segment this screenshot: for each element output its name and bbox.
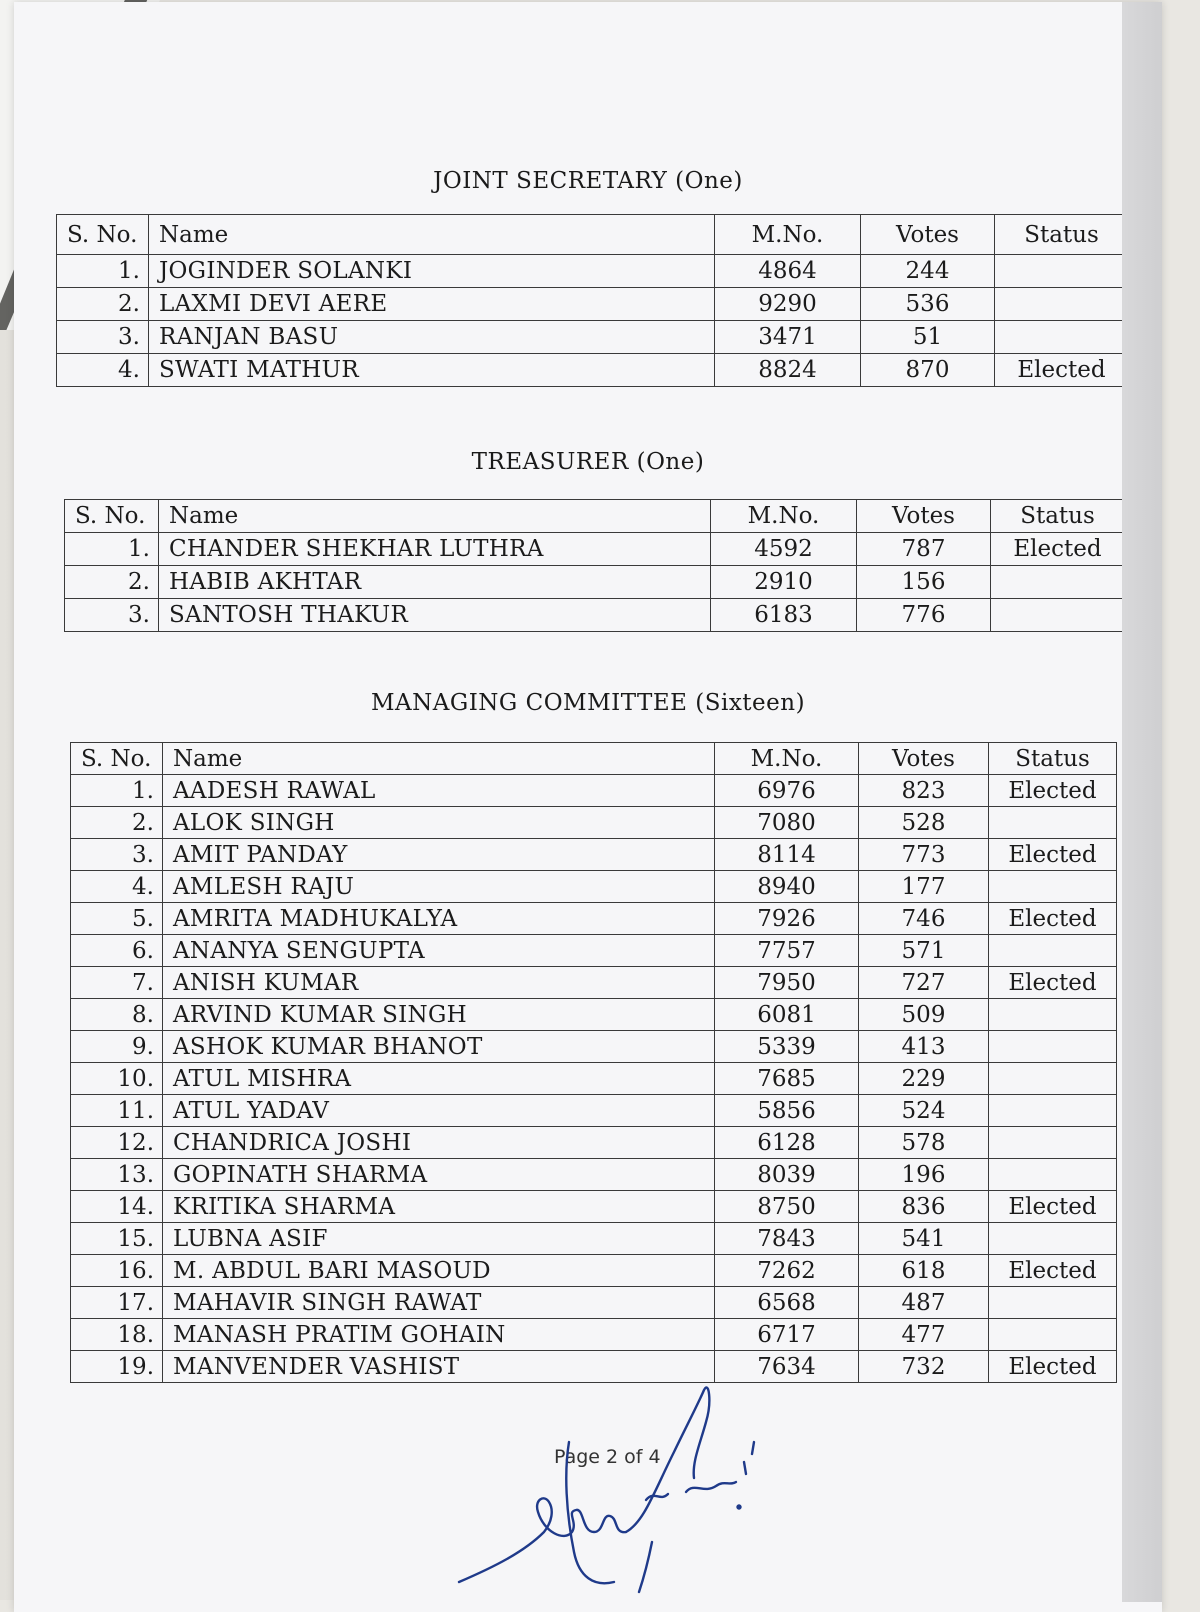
table-row — [71, 1223, 1117, 1255]
row-name: AMIT PANDAY — [163, 839, 715, 871]
treasurer-table — [64, 499, 1125, 632]
row-name: SANTOSH THAKUR — [159, 599, 711, 632]
row-sno: 2. — [71, 807, 163, 839]
row-sno: 3. — [65, 599, 159, 632]
row-votes: 571 — [859, 935, 989, 967]
row-status — [995, 288, 1129, 321]
col-status: Status — [991, 500, 1125, 533]
row-votes: 870 — [861, 354, 995, 387]
row-status — [989, 1319, 1117, 1351]
table-row — [71, 1287, 1117, 1319]
col-sno: S. No. — [65, 500, 159, 533]
row-votes: 413 — [859, 1031, 989, 1063]
row-votes: 536 — [861, 288, 995, 321]
row-status: Elected — [989, 1255, 1117, 1287]
row-status: Elected — [989, 1191, 1117, 1223]
row-votes: 836 — [859, 1191, 989, 1223]
row-mno: 4864 — [715, 255, 861, 288]
row-mno: 7950 — [715, 967, 859, 999]
row-name: ATUL MISHRA — [163, 1063, 715, 1095]
row-status: Elected — [989, 903, 1117, 935]
table-row — [65, 533, 1125, 566]
table-row — [71, 1191, 1117, 1223]
row-name: JOGINDER SOLANKI — [149, 255, 715, 288]
row-name: AMLESH RAJU — [163, 871, 715, 903]
row-votes: 732 — [859, 1351, 989, 1383]
row-status: Elected — [995, 354, 1129, 387]
table-row — [71, 1319, 1117, 1351]
col-mno: M.No. — [715, 215, 861, 255]
col-votes: Votes — [857, 500, 991, 533]
row-mno: 8940 — [715, 871, 859, 903]
row-mno: 7843 — [715, 1223, 859, 1255]
row-votes: 229 — [859, 1063, 989, 1095]
table-row — [57, 354, 1129, 387]
row-sno: 1. — [57, 255, 149, 288]
row-mno: 7926 — [715, 903, 859, 935]
row-mno: 8824 — [715, 354, 861, 387]
row-name: ARVIND KUMAR SINGH — [163, 999, 715, 1031]
table-row — [71, 807, 1117, 839]
row-votes: 823 — [859, 775, 989, 807]
signature-icon — [454, 1382, 774, 1602]
row-mno: 7262 — [715, 1255, 859, 1287]
table-header-row — [57, 215, 1129, 255]
section-title-managing-committee: MANAGING COMMITTEE (Sixteen) — [370, 690, 806, 716]
row-mno: 2910 — [711, 566, 857, 599]
row-status — [991, 566, 1125, 599]
row-name: AMRITA MADHUKALYA — [163, 903, 715, 935]
row-sno: 13. — [71, 1159, 163, 1191]
row-mno: 3471 — [715, 321, 861, 354]
row-mno: 8039 — [715, 1159, 859, 1191]
row-status — [989, 1031, 1117, 1063]
row-mno: 6717 — [715, 1319, 859, 1351]
row-name: CHANDRICA JOSHI — [163, 1127, 715, 1159]
col-mno: M.No. — [715, 743, 859, 775]
row-mno: 8114 — [715, 839, 859, 871]
table-row — [71, 839, 1117, 871]
row-votes: 727 — [859, 967, 989, 999]
row-sno: 19. — [71, 1351, 163, 1383]
row-votes: 51 — [861, 321, 995, 354]
page-edge — [1122, 2, 1162, 1602]
row-name: KRITIKA SHARMA — [163, 1191, 715, 1223]
row-mno: 7080 — [715, 807, 859, 839]
col-sno: S. No. — [57, 215, 149, 255]
table-row — [71, 871, 1117, 903]
row-sno: 1. — [71, 775, 163, 807]
row-sno: 18. — [71, 1319, 163, 1351]
row-name: GOPINATH SHARMA — [163, 1159, 715, 1191]
table-row — [71, 1127, 1117, 1159]
col-name: Name — [163, 743, 715, 775]
table-row — [65, 566, 1125, 599]
row-status: Elected — [989, 839, 1117, 871]
row-votes: 487 — [859, 1287, 989, 1319]
table-row — [71, 1031, 1117, 1063]
row-mno: 6568 — [715, 1287, 859, 1319]
row-sno: 12. — [71, 1127, 163, 1159]
table-row — [71, 967, 1117, 999]
row-votes: 244 — [861, 255, 995, 288]
row-sno: 16. — [71, 1255, 163, 1287]
row-mno: 9290 — [715, 288, 861, 321]
table-row — [65, 599, 1125, 632]
row-name: MANVENDER VASHIST — [163, 1351, 715, 1383]
row-votes: 787 — [857, 533, 991, 566]
row-votes: 578 — [859, 1127, 989, 1159]
row-name: HABIB AKHTAR — [159, 566, 711, 599]
row-status — [995, 321, 1129, 354]
table-row — [71, 1255, 1117, 1287]
col-mno: M.No. — [711, 500, 857, 533]
col-sno: S. No. — [71, 743, 163, 775]
col-name: Name — [149, 215, 715, 255]
row-mno: 5856 — [715, 1095, 859, 1127]
row-name: MANASH PRATIM GOHAIN — [163, 1319, 715, 1351]
row-sno: 3. — [71, 839, 163, 871]
row-mno: 8750 — [715, 1191, 859, 1223]
row-votes: 509 — [859, 999, 989, 1031]
row-name: ASHOK KUMAR BHANOT — [163, 1031, 715, 1063]
row-sno: 4. — [57, 354, 149, 387]
row-votes: 528 — [859, 807, 989, 839]
table-row — [71, 903, 1117, 935]
col-status: Status — [995, 215, 1129, 255]
row-name: LAXMI DEVI AERE — [149, 288, 715, 321]
row-name: AADESH RAWAL — [163, 775, 715, 807]
row-status — [989, 999, 1117, 1031]
table-header-row — [71, 743, 1117, 775]
row-mno: 4592 — [711, 533, 857, 566]
row-sno: 10. — [71, 1063, 163, 1095]
row-name: CHANDER SHEKHAR LUTHRA — [159, 533, 711, 566]
row-votes: 618 — [859, 1255, 989, 1287]
row-sno: 3. — [57, 321, 149, 354]
row-status — [989, 1095, 1117, 1127]
row-votes: 541 — [859, 1223, 989, 1255]
row-name: LUBNA ASIF — [163, 1223, 715, 1255]
row-name: ATUL YADAV — [163, 1095, 715, 1127]
row-sno: 7. — [71, 967, 163, 999]
table-row — [71, 935, 1117, 967]
row-sno: 17. — [71, 1287, 163, 1319]
row-status — [991, 599, 1125, 632]
section-title-treasurer: TREASURER (One) — [471, 449, 705, 475]
row-status — [989, 1223, 1117, 1255]
row-votes: 524 — [859, 1095, 989, 1127]
row-sno: 14. — [71, 1191, 163, 1223]
row-name: SWATI MATHUR — [149, 354, 715, 387]
row-sno: 2. — [57, 288, 149, 321]
row-votes: 177 — [859, 871, 989, 903]
row-votes: 776 — [857, 599, 991, 632]
col-status: Status — [989, 743, 1117, 775]
col-votes: Votes — [861, 215, 995, 255]
row-name: M. ABDUL BARI MASOUD — [163, 1255, 715, 1287]
col-votes: Votes — [859, 743, 989, 775]
table-row — [71, 1095, 1117, 1127]
row-status — [989, 935, 1117, 967]
row-mno: 6081 — [715, 999, 859, 1031]
row-mno: 7685 — [715, 1063, 859, 1095]
row-sno: 11. — [71, 1095, 163, 1127]
table-row — [71, 775, 1117, 807]
row-status: Elected — [989, 967, 1117, 999]
row-mno: 6183 — [711, 599, 857, 632]
row-status — [989, 871, 1117, 903]
row-name: RANJAN BASU — [149, 321, 715, 354]
row-sno: 5. — [71, 903, 163, 935]
row-name: MAHAVIR SINGH RAWAT — [163, 1287, 715, 1319]
row-name: ANANYA SENGUPTA — [163, 935, 715, 967]
row-sno: 6. — [71, 935, 163, 967]
table-row — [71, 1063, 1117, 1095]
row-status: Elected — [989, 1351, 1117, 1383]
row-sno: 8. — [71, 999, 163, 1031]
row-status — [989, 1063, 1117, 1095]
section-title-joint-secretary: JOINT SECRETARY (One) — [433, 168, 743, 194]
row-sno: 15. — [71, 1223, 163, 1255]
row-status — [989, 1159, 1117, 1191]
row-votes: 773 — [859, 839, 989, 871]
row-mno: 7757 — [715, 935, 859, 967]
table-row — [71, 1159, 1117, 1191]
col-name: Name — [159, 500, 711, 533]
row-sno: 2. — [65, 566, 159, 599]
joint-secretary-table — [56, 214, 1129, 387]
page-number: Page 2 of 4 — [554, 1446, 661, 1468]
row-status — [995, 255, 1129, 288]
row-votes: 156 — [857, 566, 991, 599]
table-header-row — [65, 500, 1125, 533]
row-votes: 477 — [859, 1319, 989, 1351]
row-mno: 6128 — [715, 1127, 859, 1159]
row-sno: 1. — [65, 533, 159, 566]
row-sno: 9. — [71, 1031, 163, 1063]
row-votes: 746 — [859, 903, 989, 935]
table-row — [71, 1351, 1117, 1383]
table-row — [71, 999, 1117, 1031]
row-mno: 5339 — [715, 1031, 859, 1063]
row-status — [989, 1127, 1117, 1159]
row-status: Elected — [991, 533, 1125, 566]
table-row — [57, 321, 1129, 354]
sheet-content — [14, 2, 1162, 1602]
results-sheet — [14, 2, 1162, 1612]
row-mno: 7634 — [715, 1351, 859, 1383]
table-row — [57, 255, 1129, 288]
row-status: Elected — [989, 775, 1117, 807]
row-sno: 4. — [71, 871, 163, 903]
row-status — [989, 807, 1117, 839]
row-name: ANISH KUMAR — [163, 967, 715, 999]
row-votes: 196 — [859, 1159, 989, 1191]
row-mno: 6976 — [715, 775, 859, 807]
row-name: ALOK SINGH — [163, 807, 715, 839]
row-status — [989, 1287, 1117, 1319]
managing-committee-table — [70, 742, 1117, 1383]
table-row — [57, 288, 1129, 321]
